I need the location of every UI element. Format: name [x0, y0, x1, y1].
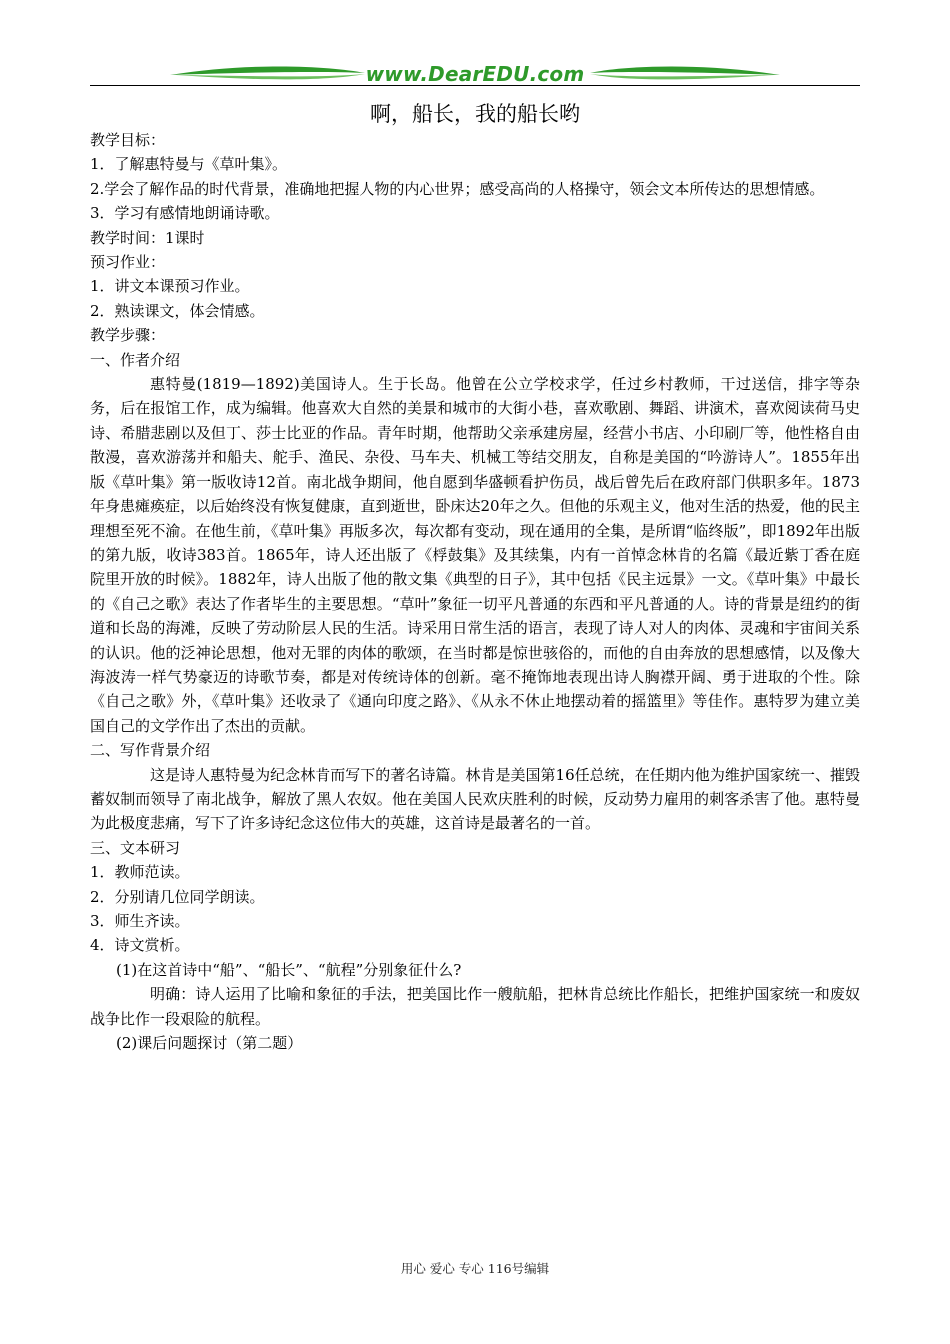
prep-heading: 预习作业：: [90, 253, 166, 272]
site-logo: www.DearEDU.com: [365, 62, 585, 86]
question-item: (2)课后问题探讨（第二题）: [116, 1034, 303, 1053]
section-heading: 一、作者介绍: [90, 350, 181, 369]
section-heading: 三、文本研习: [90, 838, 181, 857]
answer-paragraph: 明确：诗人运用了比喻和象征的手法，把美国比作一艘航船，把林肯总统比作船长，把维护国家统一和废奴战争比作一段艰险的航程。: [90, 985, 860, 1028]
page-footer: 用心 爱心 专心 116号编辑: [400, 1261, 550, 1276]
study-item: 3．师生齐读。: [90, 912, 190, 930]
prep-item: 2．熟读课文，体会情感。: [90, 301, 265, 320]
document-body: [90, 128, 860, 1055]
goal-item: 1．了解惠特曼与《草叶集》。: [90, 155, 288, 174]
section-heading: 二、写作背景介绍: [90, 741, 211, 760]
study-item: 2．分别请几位同学朗读。: [90, 887, 265, 906]
study-item: 1．教师范读。: [90, 863, 190, 882]
background-paragraph: 这是诗人惠特曼为纪念林肯而写下的著名诗篇。林肯是美国第16任总统，在任期内他为维护国家统一、摧毁蓄奴制而领导了南北战争，解放了黑人农奴。他在美国人民欢庆胜利的时候，反动势力雇用的刺客杀害了他。惠特曼为此极度悲痛，写下了许多诗纪念这位伟大的英雄，这首诗是最著名的一首。: [90, 765, 860, 833]
steps-heading: 教学步骤：: [90, 326, 166, 345]
question-item: (1)在这首诗中“船”、“船长”、“航程”分别象征什么?: [116, 960, 462, 979]
teaching-time: 教学时间：1课时: [90, 228, 205, 247]
study-item: 4．诗文赏析。: [90, 936, 190, 955]
page-title: 啊，船长，我的船长哟: [370, 102, 580, 126]
author-intro-paragraph: 惠特曼(1819—1892)美国诗人。生于长岛。他曾在公立学校求学，任过乡村教师，干过送信，排字等杂务，后在报馆工作，成为编辑。他喜欢大自然的美景和城市的大街小巷，喜欢歌剧、舞蹈、讲演术，喜欢阅读荷马史诗、希腊悲剧以及但丁、莎士比亚的作品。青年时期，他帮助父亲承建房屋，经营小书店、小印刷厂等，他性格自由散漫，喜欢游荡并和船夫、舵手、渔民、杂役、马车夫、机械工等结交朋友，自称是美国的“吟游诗人”。1855年出版《草叶集》第一版收诗12首。南北战争期间，他自愿到华盛顿看护伤员，战后曾先后在政府部门供职多年。1873年身患瘫痪症，以后始终没有恢复健康，直到逝世，卧床达20年之久。但他的乐观主义，他对生活的热爱，他的民主理想至死不渝。在他生前，《草叶集》再版多次，每次都有变动，现在通用的全集，是所谓“临终版”，即1892年出版的第九版，收诗383首。1865年，诗人还出版了《桴鼓集》及其续集，内有一首悼念林肯的名篇《最近紫丁香在庭院里开放的时候》。1882年，诗人出版了他的散文集《典型的日子》，其中包括《民主远景》一文。《草叶集》中最长的《自己之歌》表达了作者毕生的主要思想。“草叶”象征一切平凡普通的东西和平凡普通的人。诗的背景是纽约的街道和长岛的海滩，反映了劳动阶层人民的生活。诗采用日常生活的语言，表现了诗人对人的肉体、灵魂和宇宙间关系的认识。他的泛神论思想，他对无罪的肉体的歌颂，在当时都是惊世骇俗的，而他的自由奔放的思想感情，以及像大海波涛一样气势豪迈的诗歌节奏，都是对传统诗体的创新。毫不掩饰地表现出诗人胸襟开阔、勇于进取的个性。除《自己之歌》外，《草叶集》还收录了《通向印度之路》、《从永不休止地摆动着的摇篮里》等佳作。惠特罗为建立美国自己的文学作出了杰出的贡献。: [90, 375, 860, 735]
goals-heading: 教学目标：: [90, 131, 166, 149]
prep-item: 1．讲文本课预习作业。: [90, 277, 250, 296]
header-divider: [90, 85, 860, 86]
site-header: [90, 58, 860, 92]
goal-item: 2.学会了解作品的时代背景，准确地把握人物的内心世界；感受高尚的人格操守，领会文本所传达的思想情感。: [90, 179, 825, 198]
goal-item: 3．学习有感情地朗诵诗歌。: [90, 204, 280, 223]
